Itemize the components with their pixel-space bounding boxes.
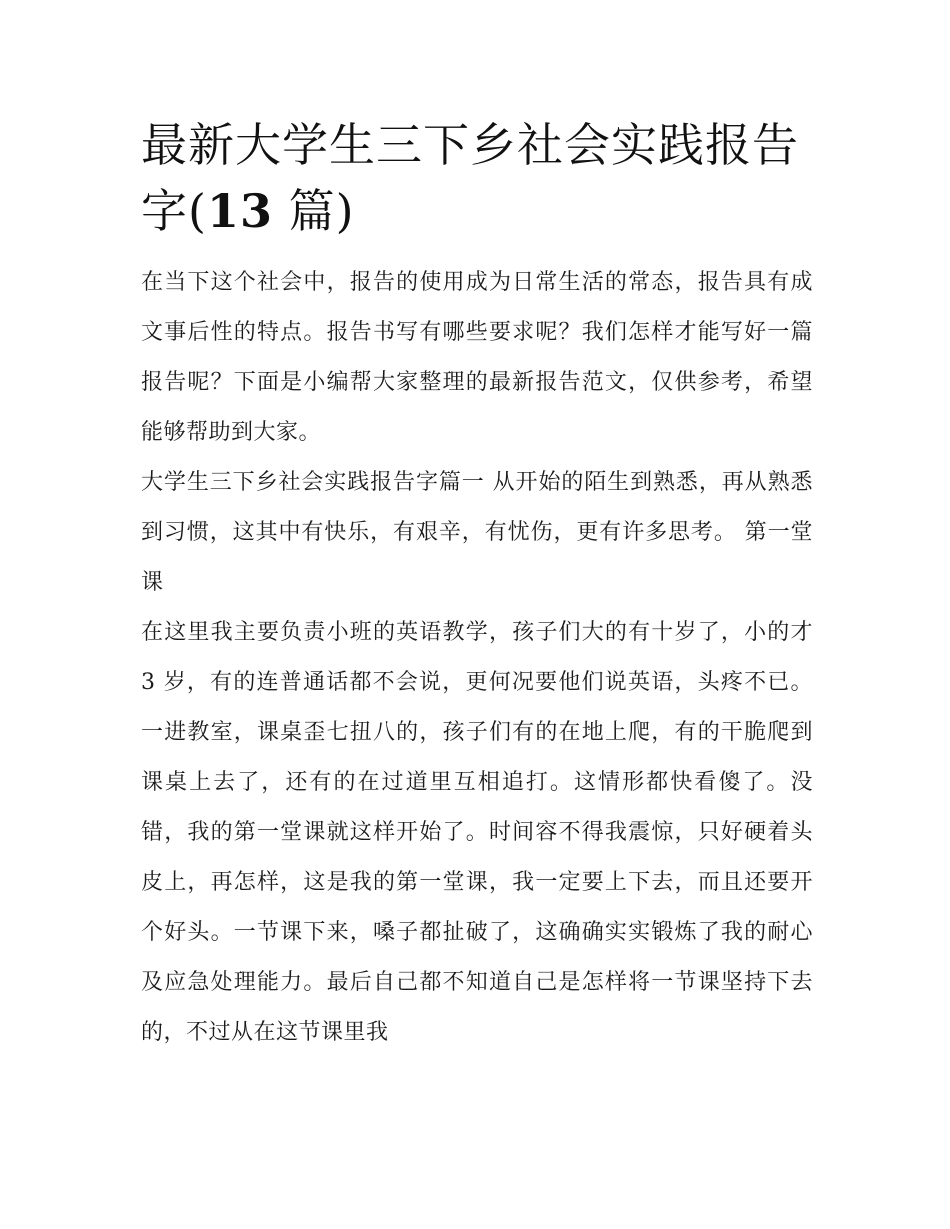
- document-title: [141, 112, 813, 244]
- document-body: [141, 112, 813, 1058]
- title-number: 13: [206, 184, 273, 238]
- first-class-paragraph: 在这里我主要负责小班的英语教学，孩子们大的有十岁了，小的才 3 岁，有的连普通话都不会说，更何况要他们说英语，头疼不已。一进教室，课桌歪七扭八的，孩子们有的在地上爬，有的干脆爬到课桌上去了，还有的在过道里互相追打。这情形都快看傻了。没错，我的第一堂课就这样开始了。时间容不得我震惊，只好硬着头皮上，再怎样，这是我的第一堂课，我一定要上下去，而且还要开个好头。一节课下来，嗓子都扯破了，这确确实实锻炼了我的耐心及应急处理能力。最后自己都不知道自己是怎样将一节课坚持下去的，不过从在这节课里我: [141, 620, 813, 1045]
- intro-paragraph: 在当下这个社会中，报告的使用成为日常生活的常态，报告具有成文事后性的特点。报告书写有哪些要求呢？我们怎样才能写好一篇报告呢？下面是小编帮大家整理的最新报告范文，仅供参考，希望能够帮助到大家。: [141, 270, 813, 445]
- title-text-part1: 最新大学生三下乡社会实践报告字(: [141, 118, 799, 238]
- section-one-paragraph: 大学生三下乡社会实践报告字篇一 从开始的陌生到熟悉，再从熟悉到习惯，这其中有快乐，有艰辛，有忧伤，更有许多思考。 第一堂课: [141, 470, 813, 595]
- title-text-part2: 篇): [272, 184, 355, 238]
